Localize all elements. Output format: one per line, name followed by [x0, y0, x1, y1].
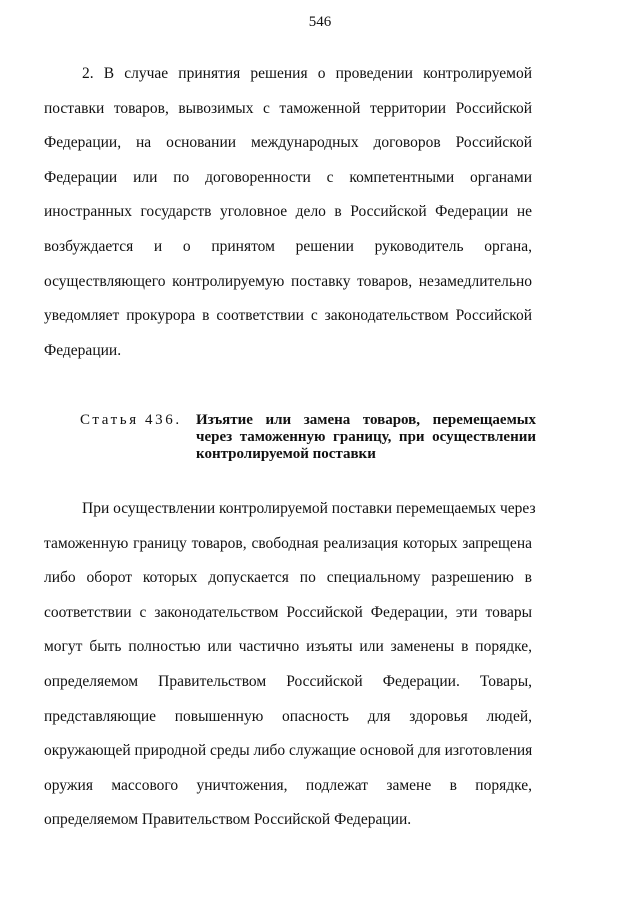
article-title-line: через таможенную границу, при осуществлении [196, 429, 536, 445]
paragraph-1-line: Федерации, на основании международных договоров Российской [44, 134, 532, 152]
paragraph-2-line: определяемом Правительством Российской Федерации. Товары, [44, 672, 532, 690]
paragraph-2 [44, 492, 536, 838]
paragraph-2-line: представляющие повышенную опасность для здоровья людей, [44, 707, 532, 725]
article-label: Статья 436. [80, 412, 182, 428]
paragraph-1-line: уведомляет прокурора в соответствии с законодательством Российской [44, 307, 532, 325]
paragraph-2-line: могут быть полностью или частично изъяты или заменены в порядке, [44, 638, 532, 656]
paragraph-1-line: возбуждается и о принятом решении руководитель органа, [44, 237, 532, 255]
paragraph-2-line: определяемом Правительством Российской Федерации. [44, 811, 412, 829]
paragraph-1-line: поставки товаров, вывозимых с таможенной территории Российской [44, 99, 532, 117]
paragraph-2-line: таможенную границу товаров, свободная реализация которых запрещена [44, 534, 532, 552]
paragraph-1 [44, 57, 532, 368]
paragraph-1-line: 2. В случае принятия решения о проведении контролируемой [82, 65, 532, 82]
paragraph-1-line: Федерации или по договоренности с компетентными органами [44, 168, 532, 186]
paragraph-1-line: иностранных государств уголовное дело в Российской Федерации не [44, 203, 532, 221]
paragraph-1-line: Федерации. [44, 341, 122, 359]
paragraph-2-line: либо оборот которых допускается по специальному разрешению в [44, 569, 532, 587]
page-number: 546 [308, 14, 332, 30]
article-title-line: Изъятие или замена товаров, перемещаемых [196, 412, 536, 428]
paragraph-1-line: осуществляющего контролируемую поставку товаров, незамедлительно [44, 272, 532, 290]
paragraph-2-line: окружающей природной среды либо служащие основой для изготовления [44, 742, 533, 760]
article-title [196, 412, 536, 463]
paragraph-2-line: При осуществлении контролируемой поставки перемещаемых через [82, 500, 536, 517]
paragraph-2-line: соответствии с законодательством Российской Федерации, эти товары [44, 603, 532, 621]
paragraph-2-line: оружия массового уничтожения, подлежат замене в порядке, [44, 776, 532, 794]
article-title-line: контролируемой поставки [196, 446, 376, 462]
